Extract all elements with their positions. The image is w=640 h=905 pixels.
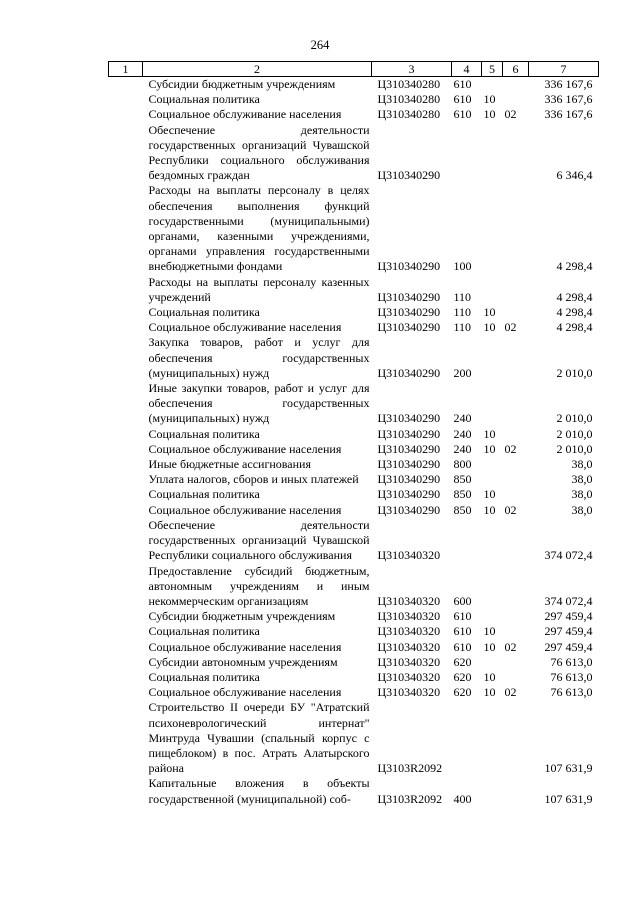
- blank-cell-cell: [109, 92, 143, 107]
- item-name-cell: Уплата налогов, сборов и иных платежей: [148, 472, 359, 487]
- subsection-cell: [503, 183, 529, 274]
- subsection-cell: [503, 670, 529, 685]
- subsection-cell: [503, 472, 529, 487]
- amount-cell: 76 613,0: [550, 669, 593, 684]
- subsection-cell: 02: [504, 441, 517, 456]
- expense-type-cell: 850: [453, 502, 472, 517]
- amount-cell: 297 459,4: [544, 609, 593, 624]
- section-cell: 10: [483, 669, 496, 684]
- blank-cell-cell: [109, 442, 143, 457]
- amount-cell: 76 613,0: [550, 685, 593, 700]
- subsection-cell: [503, 335, 529, 381]
- target-code-cell: Ц310340290: [377, 320, 441, 335]
- item-name-cell: Социальная политика: [148, 305, 260, 320]
- expense-type-cell: 850: [453, 472, 472, 487]
- expense-type-cell: 240: [453, 441, 472, 456]
- subsection-cell: 02: [504, 685, 517, 700]
- expense-type-cell: 110: [453, 289, 472, 304]
- subsection-cell: 02: [504, 639, 517, 654]
- subsection-cell: [503, 518, 529, 564]
- table-row: [109, 427, 599, 442]
- amount-cell: 107 631,9: [544, 761, 593, 776]
- section-cell: [482, 518, 503, 564]
- table-row: [109, 564, 599, 610]
- expense-type-cell: 620: [453, 669, 472, 684]
- expense-type-cell: 110: [453, 305, 472, 320]
- blank-cell-cell: [109, 503, 143, 518]
- section-cell: [482, 776, 503, 806]
- table-row: [109, 655, 599, 670]
- item-name-cell: Социальное обслуживание населения: [148, 320, 342, 335]
- subsection-cell: [503, 700, 529, 776]
- table-row: [109, 275, 599, 305]
- table-row: [109, 183, 599, 274]
- section-cell: 10: [483, 441, 496, 456]
- item-name-cell: Закупка товаров, работ и услуг для обеспечения государственных (муниципальных) нужд: [148, 335, 370, 380]
- target-code-cell: Ц310340290: [377, 502, 441, 517]
- amount-cell: 2 010,0: [556, 411, 593, 426]
- blank-cell-cell: [109, 640, 143, 655]
- amount-cell: 4 298,4: [556, 289, 593, 304]
- amount-cell: 4 298,4: [556, 259, 593, 274]
- blank-cell-cell: [109, 275, 143, 305]
- subsection-cell: [503, 487, 529, 502]
- table-row: [109, 670, 599, 685]
- expense-type-cell: 110: [453, 320, 472, 335]
- item-name-cell: Социальное обслуживание населения: [148, 441, 342, 456]
- blank-cell-cell: [109, 685, 143, 700]
- item-name-cell: Социальная политика: [148, 92, 260, 107]
- section-cell: [482, 275, 503, 305]
- subsection-cell: [503, 77, 529, 93]
- section-cell: [482, 564, 503, 610]
- item-name-cell: Социальное обслуживание населения: [148, 107, 342, 122]
- section-cell: 10: [483, 639, 496, 654]
- table-row: [109, 92, 599, 107]
- target-code-cell: Ц310340290: [377, 472, 441, 487]
- table-row: [109, 503, 599, 518]
- expense-type-cell: 400: [453, 791, 472, 806]
- item-name-cell: Социальная политика: [148, 669, 260, 684]
- section-cell: 10: [483, 92, 496, 107]
- column-header-7: 7: [529, 62, 599, 77]
- table-row: [109, 640, 599, 655]
- target-code-cell: Ц310340290: [377, 426, 441, 441]
- section-cell: [482, 700, 503, 776]
- blank-cell-cell: [109, 335, 143, 381]
- expense-type-cell: [452, 123, 482, 184]
- amount-cell: 374 072,4: [544, 548, 593, 563]
- target-code-cell: Ц3103R2092: [377, 761, 443, 776]
- subsection-cell: 02: [504, 502, 517, 517]
- expense-type-cell: 850: [453, 487, 472, 502]
- item-name-cell: Обеспечение деятельности государственных организаций Чувашской Республики социального обслуживания: [148, 517, 370, 563]
- column-header-4: 4: [452, 62, 482, 77]
- target-code-cell: Ц310340280: [377, 92, 441, 107]
- amount-cell: 297 459,4: [544, 639, 593, 654]
- expense-type-cell: 800: [453, 457, 472, 472]
- amount-cell: 374 072,4: [544, 593, 593, 608]
- column-header-3: 3: [372, 62, 452, 77]
- table-row: [109, 305, 599, 320]
- target-code-cell: Ц310340320: [377, 639, 441, 654]
- expense-type-cell: 100: [453, 259, 472, 274]
- blank-cell-cell: [109, 776, 143, 806]
- item-name-cell: Социальное обслуживание населения: [148, 685, 342, 700]
- page-number: 264: [310, 38, 330, 52]
- expense-type-cell: [452, 518, 482, 564]
- table-row: [109, 381, 599, 427]
- amount-cell: 4 298,4: [556, 320, 593, 335]
- table-row: [109, 472, 599, 487]
- section-cell: 10: [483, 487, 496, 502]
- blank-cell-cell: [109, 609, 143, 624]
- table-row: [109, 107, 599, 122]
- subsection-cell: [503, 624, 529, 639]
- target-code-cell: Ц310340320: [377, 654, 441, 669]
- blank-cell-cell: [109, 77, 143, 93]
- table-row: [109, 518, 599, 564]
- section-cell: 10: [483, 305, 496, 320]
- table-row: [109, 487, 599, 502]
- blank-cell-cell: [109, 183, 143, 274]
- column-header-5: 5: [482, 62, 503, 77]
- table-row: [109, 335, 599, 381]
- blank-cell-cell: [109, 427, 143, 442]
- amount-cell: 4 298,4: [556, 305, 593, 320]
- section-cell: [482, 457, 503, 472]
- item-name-cell: Субсидии бюджетным учреждениям: [148, 609, 336, 624]
- section-cell: [482, 123, 503, 184]
- expense-type-cell: 610: [453, 77, 472, 91]
- blank-cell-cell: [109, 381, 143, 427]
- expense-type-cell: 240: [453, 411, 472, 426]
- column-header-6: 6: [503, 62, 529, 77]
- section-cell: 10: [483, 320, 496, 335]
- amount-cell: 2 010,0: [556, 426, 593, 441]
- item-name-cell: Социальная политика: [148, 624, 260, 639]
- table-row: [109, 700, 599, 776]
- table-row: [109, 685, 599, 700]
- table-row: [109, 624, 599, 639]
- amount-cell: 336 167,6: [544, 107, 593, 122]
- target-code-cell: Ц310340290: [377, 457, 441, 472]
- section-cell: 10: [483, 624, 496, 639]
- target-code-cell: Ц310340290: [377, 411, 441, 426]
- amount-cell: 38,0: [571, 472, 593, 487]
- target-code-cell: Ц310340290: [377, 305, 441, 320]
- expense-type-cell: 620: [453, 685, 472, 700]
- subsection-cell: [503, 92, 529, 107]
- section-cell: 10: [483, 107, 496, 122]
- target-code-cell: Ц310340320: [377, 609, 441, 624]
- subsection-cell: [503, 776, 529, 806]
- target-code-cell: Ц310340320: [377, 669, 441, 684]
- expense-type-cell: 610: [453, 639, 472, 654]
- item-name-cell: Социальное обслуживание населения: [148, 639, 342, 654]
- target-code-cell: Ц310340290: [377, 259, 441, 274]
- table-row: [109, 776, 599, 806]
- subsection-cell: [503, 123, 529, 184]
- amount-cell: 2 010,0: [556, 365, 593, 380]
- table-row: [109, 320, 599, 335]
- section-cell: 10: [483, 502, 496, 517]
- item-name-cell: Иные закупки товаров, работ и услуг для обеспечения государственных (муниципальных) нужд: [148, 381, 370, 426]
- item-name-cell: Капитальные вложения в объекты государственной (муниципальной) соб-: [148, 776, 370, 806]
- table-row: [109, 77, 599, 93]
- subsection-cell: [503, 564, 529, 610]
- section-cell: [482, 381, 503, 427]
- target-code-cell: Ц310340320: [377, 685, 441, 700]
- table-row: [109, 457, 599, 472]
- column-header-2: 2: [143, 62, 372, 77]
- blank-cell-cell: [109, 655, 143, 670]
- section-cell: [482, 335, 503, 381]
- blank-cell-cell: [109, 518, 143, 564]
- blank-cell-cell: [109, 107, 143, 122]
- section-cell: [482, 609, 503, 624]
- item-name-cell: Социальная политика: [148, 487, 260, 502]
- amount-cell: 76 613,0: [550, 654, 593, 669]
- amount-cell: 6 346,4: [556, 168, 593, 183]
- table-row: [109, 609, 599, 624]
- expense-type-cell: 610: [453, 624, 472, 639]
- item-name-cell: Предоставление субсидий бюджетным, автономным учреждениям и иным некоммерческим организациям: [148, 563, 370, 608]
- section-cell: [482, 77, 503, 93]
- expense-type-cell: 620: [453, 654, 472, 669]
- blank-cell-cell: [109, 457, 143, 472]
- item-name-cell: Социальная политика: [148, 426, 260, 441]
- table-body: [109, 77, 599, 807]
- blank-cell-cell: [109, 624, 143, 639]
- blank-cell-cell: [109, 472, 143, 487]
- table-row: [109, 442, 599, 457]
- expense-type-cell: 240: [453, 426, 472, 441]
- blank-cell-cell: [109, 487, 143, 502]
- column-header-1: 1: [109, 62, 143, 77]
- target-code-cell: Ц310340320: [377, 593, 441, 608]
- budget-table: [108, 61, 599, 807]
- section-cell: 10: [483, 426, 496, 441]
- amount-cell: 336 167,6: [544, 92, 593, 107]
- item-name-cell: Обеспечение деятельности государственных организаций Чувашской Республики социального обслуживания бездомных граждан: [148, 122, 370, 183]
- subsection-cell: 02: [504, 320, 517, 335]
- blank-cell-cell: [109, 700, 143, 776]
- target-code-cell: Ц310340290: [377, 487, 441, 502]
- subsection-cell: [503, 275, 529, 305]
- expense-type-cell: 600: [453, 593, 472, 608]
- item-name-cell: Субсидии бюджетным учреждениям: [148, 77, 336, 91]
- amount-cell: 38,0: [571, 457, 593, 472]
- target-code-cell: Ц310340290: [377, 289, 441, 304]
- target-code-cell: Ц310340290: [377, 441, 441, 456]
- subsection-cell: [503, 427, 529, 442]
- target-code-cell: Ц310340320: [377, 624, 441, 639]
- blank-cell-cell: [109, 670, 143, 685]
- subsection-cell: [503, 609, 529, 624]
- expense-type-cell: [452, 700, 482, 776]
- target-code-cell: Ц310340290: [377, 365, 441, 380]
- blank-cell-cell: [109, 305, 143, 320]
- section-cell: [482, 472, 503, 487]
- item-name-cell: Субсидии автономным учреждениям: [148, 654, 338, 669]
- target-code-cell: Ц310340290: [377, 168, 441, 183]
- item-name-cell: Расходы на выплаты персоналу в целях обеспечения выполнения функций государственными (муниципальными) органами, казенными учреждениями, органами управления государственными внебюджетными фондами: [148, 183, 370, 274]
- expense-type-cell: 610: [453, 107, 472, 122]
- subsection-cell: [503, 655, 529, 670]
- amount-cell: 297 459,4: [544, 624, 593, 639]
- item-name-cell: Строительство II очереди БУ "Атратский психоневрологический интернат" Минтруда Чувашии (спальный корпус с пищеблоком) в пос. Атрать Алатырского района: [148, 700, 370, 776]
- expense-type-cell: 610: [453, 609, 472, 624]
- subsection-cell: [503, 457, 529, 472]
- blank-cell-cell: [109, 320, 143, 335]
- amount-cell: 38,0: [571, 502, 593, 517]
- section-cell: [482, 183, 503, 274]
- table-row: [109, 123, 599, 184]
- amount-cell: 2 010,0: [556, 441, 593, 456]
- subsection-cell: [503, 305, 529, 320]
- blank-cell-cell: [109, 564, 143, 610]
- expense-type-cell: 610: [453, 92, 472, 107]
- amount-cell: 38,0: [571, 487, 593, 502]
- amount-cell: 107 631,9: [544, 791, 593, 806]
- subsection-cell: [503, 381, 529, 427]
- target-code-cell: Ц310340280: [377, 77, 441, 91]
- item-name-cell: Расходы на выплаты персоналу казенных учреждений: [148, 274, 370, 304]
- target-code-cell: Ц3103R2092: [377, 791, 443, 806]
- section-cell: 10: [483, 685, 496, 700]
- item-name-cell: Социальное обслуживание населения: [148, 502, 342, 517]
- expense-type-cell: 200: [453, 365, 472, 380]
- target-code-cell: Ц310340280: [377, 107, 441, 122]
- subsection-cell: 02: [504, 107, 517, 122]
- section-cell: [482, 655, 503, 670]
- blank-cell-cell: [109, 123, 143, 184]
- item-name-cell: Иные бюджетные ассигнования: [148, 457, 311, 472]
- amount-cell: 336 167,6: [544, 77, 593, 91]
- target-code-cell: Ц310340320: [377, 548, 441, 563]
- column-number-header: [109, 62, 599, 77]
